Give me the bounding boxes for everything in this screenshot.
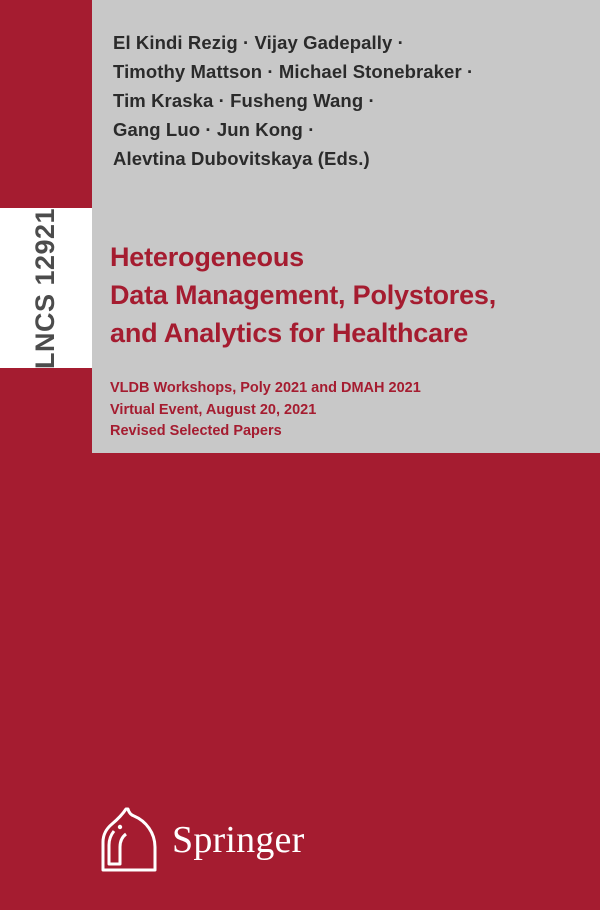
editor-line: Gang Luo · Jun Kong · [113,119,315,140]
left-color-band [0,0,92,910]
title-line: and Analytics for Healthcare [110,318,469,348]
publisher-logo [100,800,420,880]
title-line: Heterogeneous [110,242,304,272]
editor-line: El Kindi Rezig · Vijay Gadepally · [113,32,404,53]
springer-knight-icon [100,807,158,873]
subtitle-line: Revised Selected Papers [110,423,282,439]
editor-line: Timothy Mattson · Michael Stonebraker · [113,61,474,82]
subtitle-line: VLDB Workshops, Poly 2021 and DMAH 2021 [110,380,421,396]
book-title [110,238,590,352]
editor-line: Tim Kraska · Fusheng Wang · [113,90,375,111]
series-label [0,208,92,368]
editors-list [113,28,583,173]
publisher-name: Springer [172,819,305,861]
title-line: Data Management, Polystores, [110,280,497,310]
editor-line: Alevtina Dubovitskaya (Eds.) [113,148,370,169]
book-subtitle [110,378,590,443]
series-label-text: LNCS 12921 [30,207,61,369]
subtitle-line: Virtual Event, August 20, 2021 [110,401,317,418]
